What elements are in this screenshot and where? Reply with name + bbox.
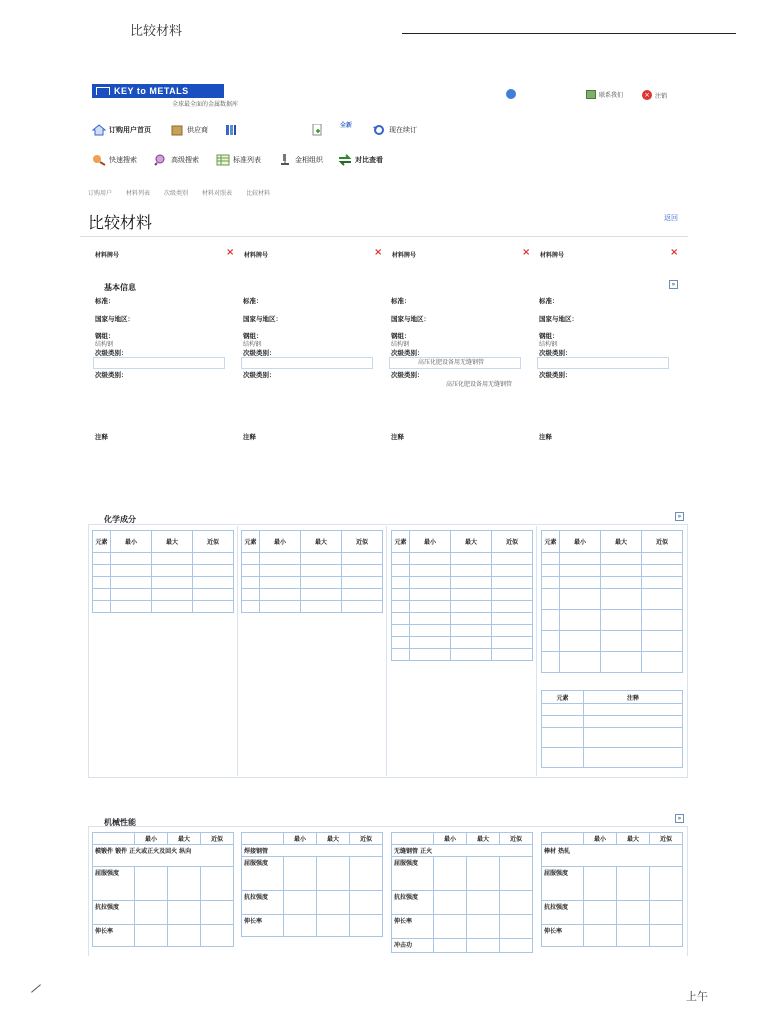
microscope-icon (278, 154, 292, 166)
remove-column-icon[interactable]: × (374, 247, 383, 258)
steel-group-value: 结构钢 (243, 341, 262, 348)
contact-link[interactable] (586, 90, 623, 99)
col-max: 最大 (317, 833, 350, 845)
yield-label: 屈服强度 (93, 867, 135, 901)
standard-label: 标准： (539, 297, 559, 305)
quick-search-icon (92, 154, 106, 166)
header-rule (402, 33, 736, 34)
chem-table (541, 530, 683, 673)
table-row (392, 625, 533, 637)
breadcrumb-item[interactable]: 材料对照表 (202, 190, 233, 197)
sub-category-label: 次级类别： (539, 349, 572, 357)
product-form: 焊接钢管 (242, 845, 383, 857)
col-approx: 近似 (642, 531, 683, 553)
mech-table (241, 832, 383, 937)
table-row (392, 577, 533, 589)
document-title: 比较材料 (130, 24, 183, 39)
logout-label: 注销 (655, 92, 668, 100)
nav-renew[interactable] (372, 124, 417, 136)
footer-mark (31, 984, 41, 992)
nav-quick-search-label: 快速搜索 (109, 156, 137, 164)
table-row (392, 613, 533, 625)
table-row (542, 553, 683, 565)
steel-group-label: 钢组： (243, 332, 263, 340)
col-approx: 近似 (492, 531, 533, 553)
mech-table (391, 832, 533, 953)
divider (80, 236, 688, 237)
logout-icon: × (642, 90, 652, 100)
box-icon (170, 124, 184, 136)
table-icon (216, 154, 230, 166)
nav-home[interactable] (92, 124, 151, 136)
col-approx: 近似 (650, 833, 683, 845)
table-row (242, 565, 383, 577)
nav-new-doc[interactable] (310, 124, 324, 136)
sub-category-field[interactable]: 高压化肥设备用无缝钢管 (389, 357, 521, 369)
sub-category-label: 次级类别： (243, 371, 276, 379)
col-min: 最小 (260, 531, 301, 553)
col-max: 最大 (167, 833, 200, 845)
table-row (242, 589, 383, 601)
chem-notes-table (541, 690, 683, 768)
nav-standards-list[interactable] (216, 154, 261, 166)
breadcrumb-item[interactable]: 材料列表 (126, 190, 151, 197)
books-icon (224, 124, 238, 136)
col-approx: 近似 (350, 833, 383, 845)
advanced-search-icon (154, 154, 168, 166)
nav-standards-list-label: 标准列表 (233, 156, 261, 164)
table-row (392, 637, 533, 649)
table-row (392, 565, 533, 577)
col-el: 元素 (392, 531, 410, 553)
country-label: 国家与地区： (539, 315, 578, 323)
tensile-label: 抗拉强度 (242, 891, 284, 915)
col-el: 元素 (93, 531, 111, 553)
elongation-label: 伸长率 (392, 915, 434, 939)
col-approx: 近似 (500, 833, 533, 845)
contact-label: 联系我们 (599, 92, 624, 99)
sub-category-label: 次级类别： (391, 371, 424, 379)
column-divider (237, 526, 238, 776)
col-max: 最大 (601, 531, 642, 553)
table-row (93, 577, 234, 589)
table-row (242, 601, 383, 613)
col-max: 最大 (451, 531, 492, 553)
nav-new[interactable]: 全新 (340, 122, 353, 129)
col-min: 最小 (560, 531, 601, 553)
table-row (542, 716, 683, 728)
impact-label: 冲击功 (392, 939, 434, 953)
sub-category-text: 高压化肥设备用无缝钢管 (446, 381, 513, 388)
steel-group-value: 结构钢 (95, 341, 114, 348)
nav-suppliers[interactable] (170, 124, 208, 136)
nav-advanced-search-label: 高级搜索 (171, 156, 199, 164)
notes-label: 注释 (539, 433, 552, 441)
column-head: 材料牌号 (95, 252, 120, 259)
notes-label: 注释 (391, 433, 404, 441)
tensile-label: 抗拉强度 (93, 901, 135, 925)
column-head: 材料牌号 (392, 252, 417, 259)
notes-label: 注释 (95, 433, 108, 441)
sub-category-field[interactable] (537, 357, 669, 369)
sub-category-label: 次级类别： (539, 371, 572, 379)
col-note: 注释 (584, 691, 683, 704)
logo-mark-icon (96, 87, 110, 95)
nav-compare-label: 对比查看 (355, 156, 383, 164)
standard-label: 标准： (391, 297, 411, 305)
sub-category-field[interactable] (93, 357, 225, 369)
collapse-mech-icon[interactable]: » (675, 814, 684, 823)
nav-renew-label: 现在续订 (389, 126, 417, 134)
column-head: 材料牌号 (244, 252, 269, 259)
col-min: 最小 (410, 531, 451, 553)
refresh-icon (372, 124, 386, 136)
yield-label: 屈服强度 (542, 867, 584, 901)
tensile-label: 抗拉强度 (542, 901, 584, 925)
table-row (242, 553, 383, 565)
steel-group-value: 结构钢 (391, 341, 410, 348)
sub-category-label: 次级类别： (95, 349, 128, 357)
nav-books[interactable] (224, 124, 238, 136)
table-row (542, 565, 683, 577)
nav-metallography[interactable] (278, 154, 323, 166)
col-element: 元素 (542, 691, 584, 704)
country-label: 国家与地区： (243, 315, 282, 323)
table-row (93, 601, 234, 613)
steel-group-value: 结构钢 (539, 341, 558, 348)
table-row (392, 589, 533, 601)
remove-column-icon[interactable]: × (522, 247, 531, 258)
product-form: 模锻件 锻件 正火或正火及回火 纵向 (93, 845, 234, 867)
table-row (93, 553, 234, 565)
mech-table (541, 832, 683, 947)
table-row (542, 748, 683, 768)
col-el: 元素 (242, 531, 260, 553)
col-approx: 近似 (200, 833, 233, 845)
basic-info-title: 基本信息 (104, 283, 136, 292)
chem-table (92, 530, 234, 613)
product-form: 棒材 热轧 (542, 845, 683, 867)
table-row (392, 601, 533, 613)
column-divider (536, 526, 537, 776)
sub-category-field[interactable] (241, 357, 373, 369)
table-row (542, 704, 683, 716)
sub-category-label: 次级类别： (243, 349, 276, 357)
yield-label: 屈服强度 (392, 857, 434, 891)
footer-time: 上午 (686, 990, 708, 1003)
steel-group-label: 钢组： (539, 332, 559, 340)
col-approx: 近似 (342, 531, 383, 553)
notes-label: 注释 (243, 433, 256, 441)
breadcrumb (88, 188, 270, 197)
page-title: 比较材料 (88, 213, 153, 232)
standard-label: 标准： (243, 297, 263, 305)
table-row (542, 631, 683, 652)
globe-icon[interactable] (506, 89, 516, 99)
breadcrumb-item[interactable]: 订购用户 (88, 190, 113, 197)
col-max: 最大 (301, 531, 342, 553)
col-approx: 近似 (193, 531, 234, 553)
mech-table (92, 832, 234, 947)
table-row (392, 649, 533, 661)
mech-title: 机械性能 (104, 818, 136, 827)
table-row (542, 577, 683, 589)
steel-group-label: 钢组： (95, 332, 115, 340)
logout-link[interactable] (642, 90, 667, 100)
standard-label: 标准： (95, 297, 115, 305)
table-row (542, 652, 683, 673)
breadcrumb-item: 比较材料 (246, 190, 271, 197)
col-min: 最小 (434, 833, 467, 845)
column-head: 材料牌号 (540, 252, 565, 259)
home-icon (92, 124, 106, 136)
elongation-label: 伸长率 (93, 925, 135, 947)
sub-category-label: 次级类别： (391, 349, 424, 357)
remove-column-icon[interactable]: × (226, 247, 235, 258)
table-row (542, 728, 683, 748)
col-max: 最大 (467, 833, 500, 845)
nav-advanced-search[interactable] (154, 154, 199, 166)
table-row (242, 577, 383, 589)
col-min: 最小 (584, 833, 617, 845)
column-divider (386, 526, 387, 776)
nav-compare[interactable] (338, 154, 383, 166)
collapse-basic-icon[interactable]: » (669, 280, 678, 289)
chem-table (391, 530, 533, 661)
col-max: 最大 (617, 833, 650, 845)
elongation-label: 伸长率 (242, 915, 284, 937)
nav-metallography-label: 金相组织 (295, 156, 323, 164)
col-min: 最小 (135, 833, 168, 845)
table-row (542, 610, 683, 631)
nav-home-label: 订购用户首页 (109, 126, 151, 134)
col-min: 最小 (111, 531, 152, 553)
breadcrumb-item[interactable]: 次级类别 (164, 190, 189, 197)
nav-suppliers-label: 供应商 (187, 126, 208, 134)
table-row (93, 565, 234, 577)
col-min: 最小 (284, 833, 317, 845)
table-row (542, 589, 683, 610)
site-logo[interactable] (92, 84, 224, 98)
col-el: 元素 (542, 531, 560, 553)
back-link[interactable]: 返回 (664, 214, 678, 222)
new-doc-icon (310, 124, 324, 136)
logo-subtitle: 全球最全面的金属数据库 (172, 101, 239, 108)
product-form: 无缝钢管 正火 (392, 845, 533, 857)
col-max: 最大 (152, 531, 193, 553)
country-label: 国家与地区： (95, 315, 134, 323)
remove-column-icon[interactable]: × (670, 247, 679, 258)
country-label: 国家与地区： (391, 315, 430, 323)
elongation-label: 伸长率 (542, 925, 584, 947)
nav-quick-search[interactable] (92, 154, 137, 166)
tensile-label: 抗拉强度 (392, 891, 434, 915)
steel-group-label: 钢组： (391, 332, 411, 340)
yield-label: 屈服强度 (242, 857, 284, 891)
chem-title: 化学成分 (104, 515, 136, 524)
chem-table (241, 530, 383, 613)
sub-category-label: 次级类别： (95, 371, 128, 379)
table-row (93, 589, 234, 601)
table-row (392, 553, 533, 565)
logo-text: KEY to METALS (114, 86, 189, 96)
collapse-chem-icon[interactable]: » (675, 512, 684, 521)
compare-arrows-icon (338, 154, 352, 166)
contact-icon (586, 90, 596, 99)
